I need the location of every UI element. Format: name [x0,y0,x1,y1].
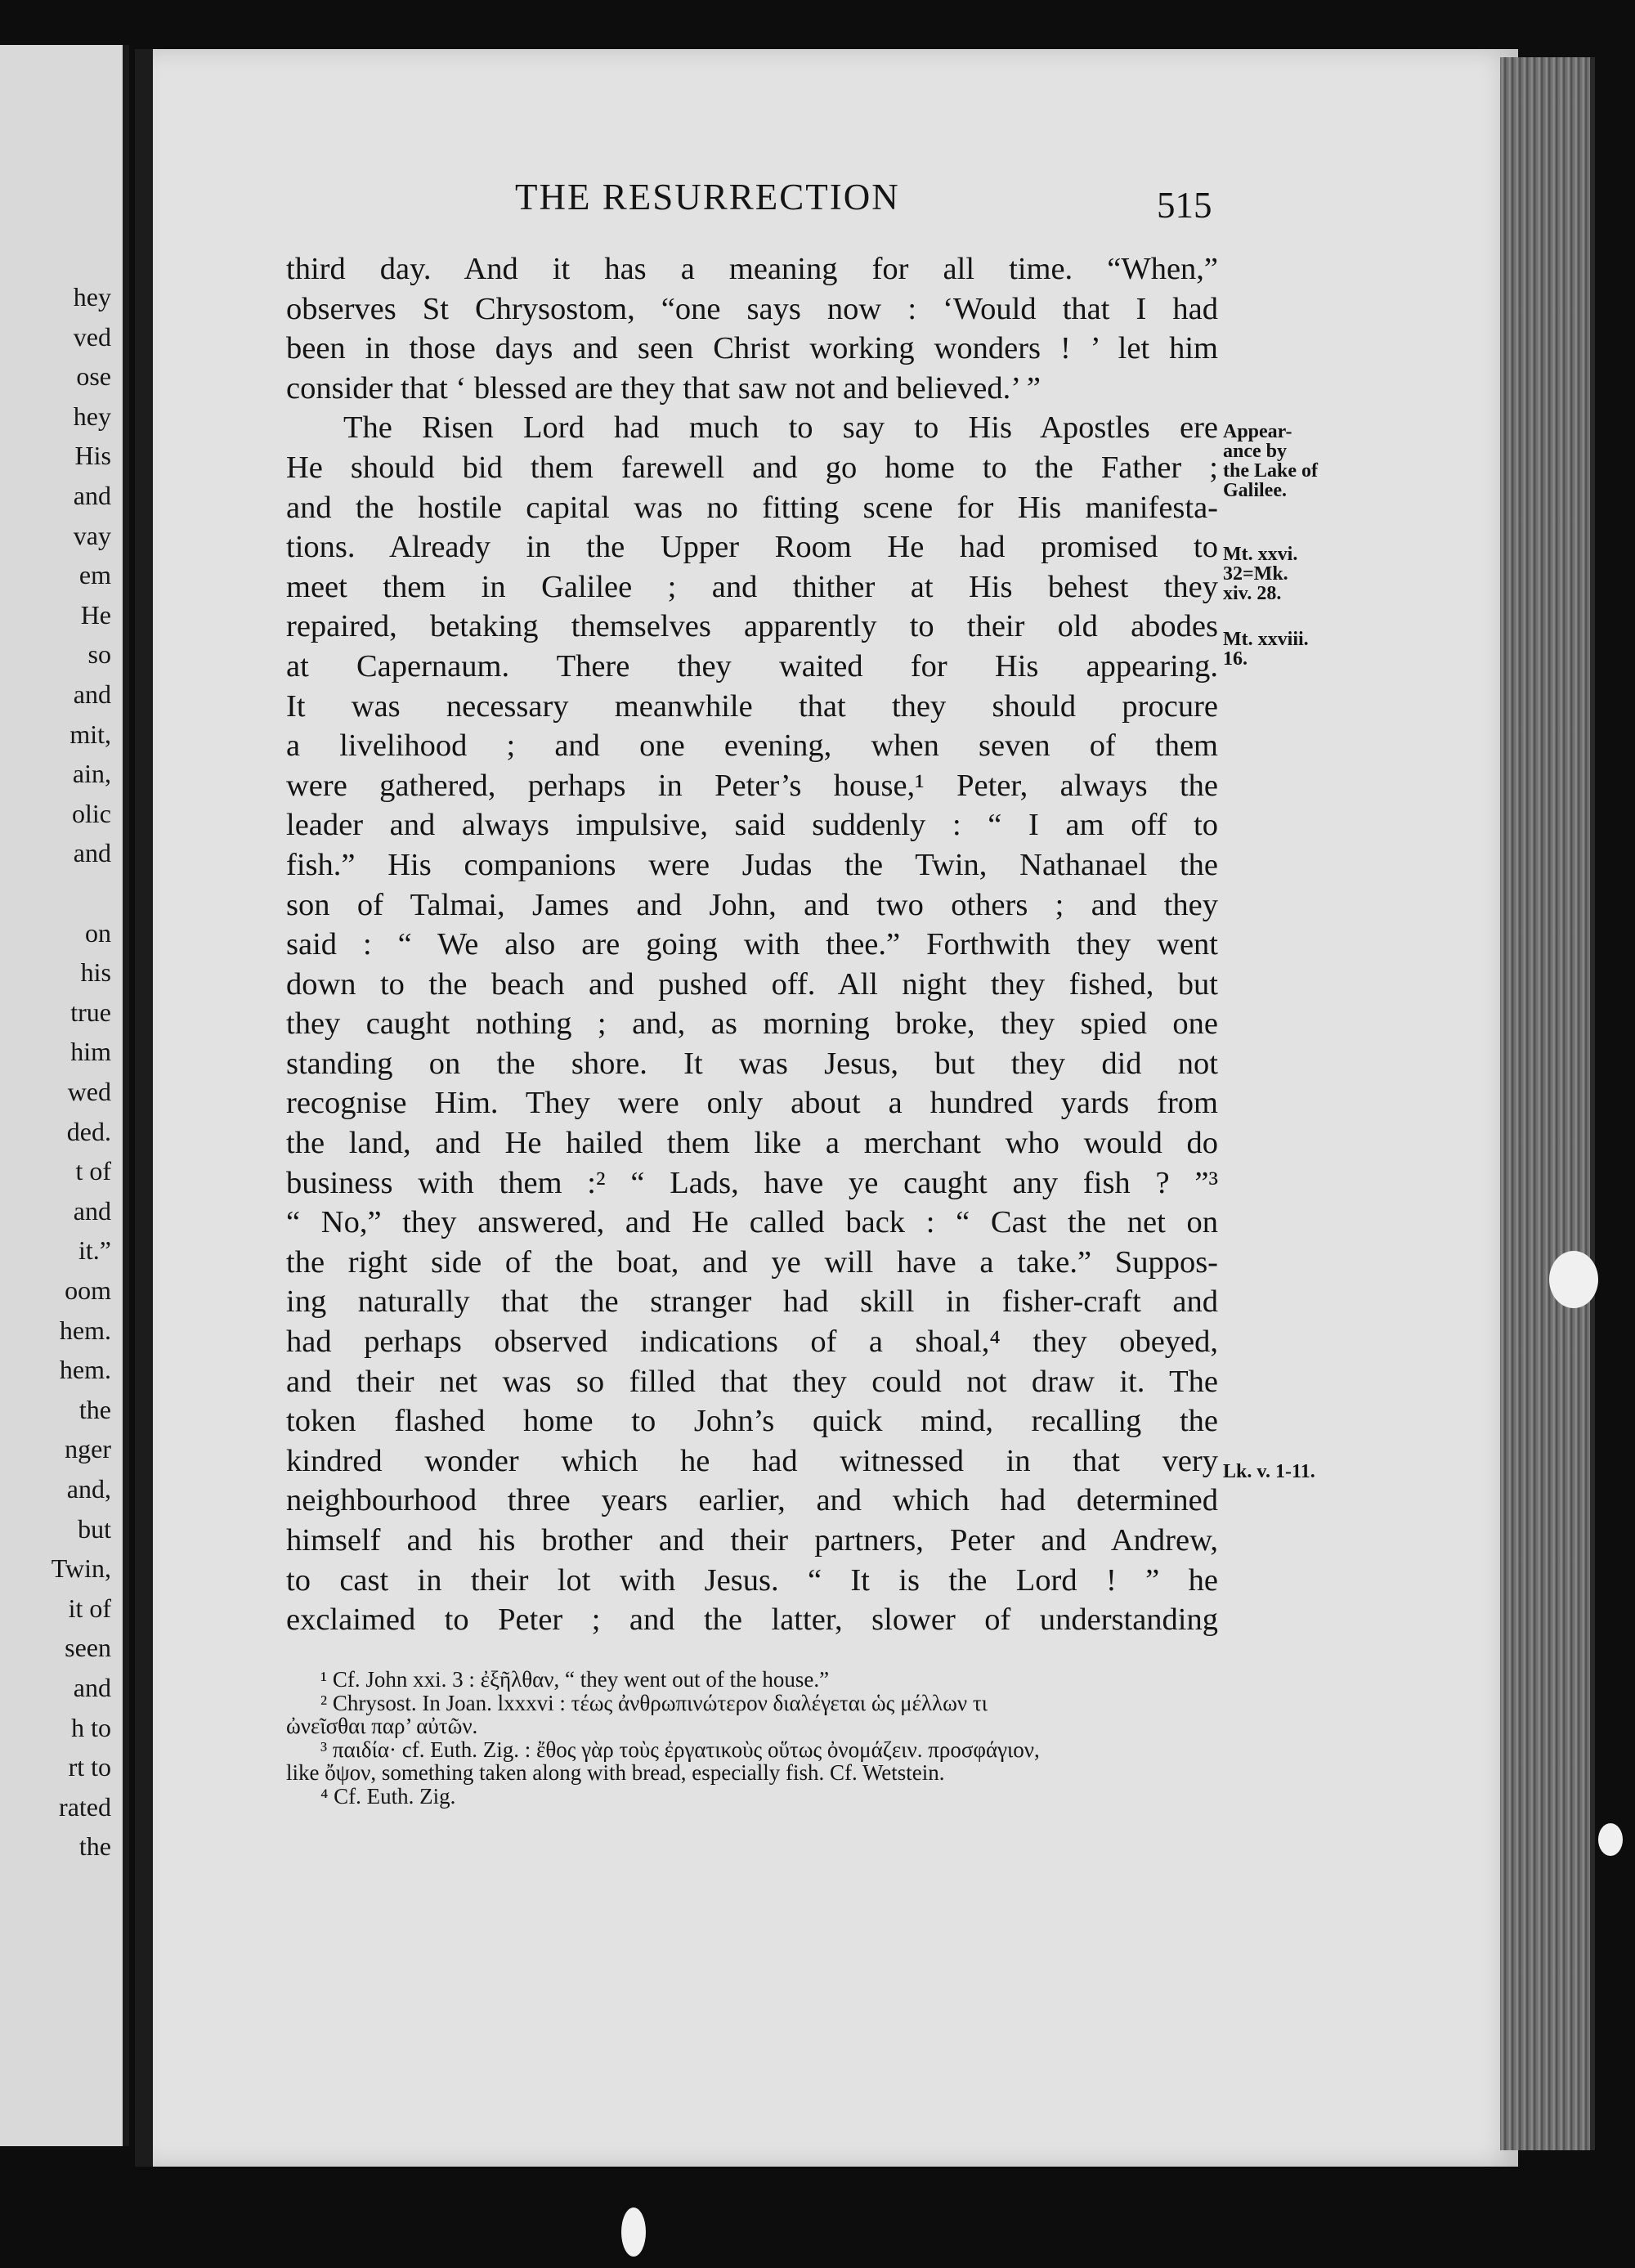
facing-page-fragment: and [73,838,111,868]
body-text [286,249,1218,1640]
facing-page-fragment: and, [66,1474,111,1504]
side-note-lk-v: Lk. v. 1-11. [1223,1461,1315,1482]
body-line: and the hostile capital was no fitting scene for His manifesta- [286,490,1218,525]
body-line: a livelihood ; and one evening, when seven of them [286,728,1218,764]
page-number: 515 [1157,185,1212,226]
facing-page-fragment: on [85,917,111,948]
body-line: standing on the shore. It was Jesus, but they did not [286,1046,1218,1081]
facing-page-fragment: His [74,441,111,471]
facing-page-fragment: vay [73,520,111,550]
facing-page-fragment: the [78,1831,111,1862]
scan-blemish [621,2207,646,2257]
footnote-line: ¹ Cf. John xxi. 3 : ἐξῆλθαν, “ they went out of the house.” [320,1667,830,1692]
facing-page-fragment: him [70,1037,111,1067]
body-line: the land, and He hailed them like a merchant who would do [286,1126,1218,1161]
body-line: to cast in their lot with Jesus. “ It is the Lord ! ” he [286,1562,1218,1598]
body-line: had perhaps observed indications of a shoal,⁴ they obeyed, [286,1324,1218,1360]
facing-page-fragment: and [73,1673,111,1702]
footnote-line: ² Chrysost. In Joan. lxxxvi : τέως ἀνθρωπινώτερον διαλέγεται ὡς μέλλων τι [320,1690,988,1715]
body-line: leader and always impulsive, said suddenly : “ I am off to [286,808,1218,843]
body-line: kindred wonder which he had witnessed in that very [286,1443,1218,1478]
body-line: recognise Him. They were only about a hundred yards from [286,1086,1218,1121]
body-line: at Capernaum. There they waited for His appearing. [286,648,1218,684]
facing-page-fragment: He [80,599,111,630]
facing-page-fragment: wed [67,1077,111,1106]
side-note-mt-xxviii: Mt. xxviii. 16. [1223,629,1309,670]
facing-page-fragment: oom [65,1275,111,1305]
side-note-mt-xxvi: Mt. xxvi. 32=Mk. xiv. 28. [1223,544,1298,604]
facing-page-fragment: h to [71,1712,111,1742]
facing-page-fragment: hem. [59,1355,111,1385]
footnote-line: like ὄψον, something taken along with bread, especially fish. Cf. Wetstein. [286,1760,945,1785]
body-line: fish.” His companions were Judas the Twin, Nathanael the [286,847,1218,882]
body-line: observes St Chrysostom, “one says now : ‘Would that I had [286,291,1218,326]
footnote-line: ὠνεῖσθαι παρ’ αὐτῶν. [286,1714,478,1738]
facing-page-fragment: ose [76,361,111,392]
body-line: son of Talmai, James and John, and two others ; and they [286,887,1218,922]
body-line: “ No,” they answered, and He called back : “ Cast the net on [286,1205,1218,1240]
facing-page-fragment: nger [65,1434,111,1464]
body-line: were gathered, perhaps in Peter’s house,¹ Peter, always the [286,768,1218,803]
body-line: It was necessary meanwhile that they should procure [286,688,1218,724]
facing-page-fragment: true [70,997,111,1027]
facing-page-fragment: so [87,639,111,670]
body-line: neighbourhood three years earlier, and which had determined [286,1483,1218,1518]
facing-page-fragment: rt to [68,1752,111,1782]
body-line: token flashed home to John’s quick mind, recalling the [286,1404,1218,1439]
facing-page-fragment: em [78,560,111,590]
facing-page-fragment: hey [73,401,111,431]
facing-page-sliver [0,45,129,2146]
footnotes [286,1668,1218,1808]
facing-page-fragment: ain, [72,759,111,789]
footnote-line: ³ παιδία· cf. Euth. Zig. : ἔθος γὰρ τοὺς ἐργατικοὺς οὕτως ὀνομάζειν. προσφάγιον, [320,1737,1040,1762]
running-head: THE RESURRECTION [515,177,900,217]
facing-page-fragment: the [78,1394,111,1424]
body-line: exclaimed to Peter ; and the latter, slower of understanding [286,1602,1218,1638]
body-line: business with them :² “ Lads, have ye caught any fish ? ”³ [286,1165,1218,1200]
facing-page-fragment: rated [59,1791,111,1822]
body-line: consider that ‘ blessed are they that saw not and believed.’ ” [286,370,1041,406]
facing-page-fragment: it of [68,1593,111,1623]
body-line: repaired, betaking themselves apparently to their old abodes [286,609,1218,644]
body-line: they caught nothing ; and, as morning broke, they spied one [286,1006,1218,1042]
facing-page-fragment: hey [73,282,111,312]
scan-blemish [1549,1251,1598,1308]
body-line: meet them in Galilee ; and thither at His behest they [286,569,1218,604]
facing-page-fragment: olic [72,798,111,828]
body-line: He should bid them farewell and go home to the Father ; [286,450,1218,485]
body-line: down to the beach and pushed off. All night they fished, but [286,966,1218,1002]
body-line: been in those days and seen Christ working wonders ! ’ let him [286,331,1218,366]
body-line: third day. And it has a meaning for all time. “When,” [286,252,1218,286]
facing-page-fragment: and [73,1195,111,1226]
footnote-line: ⁴ Cf. Euth. Zig. [320,1783,456,1809]
facing-page-fragment: and [73,481,111,510]
facing-page-fragment: it.” [78,1235,111,1266]
facing-page-fragment: ded. [66,1116,111,1146]
body-line: tions. Already in the Upper Room He had promised to [286,530,1218,565]
side-note-appearance: Appear- ance by the Lake of Galilee. [1223,421,1318,501]
body-line: ing naturally that the stranger had skill in fisher-craft and [286,1284,1218,1320]
facing-page-fragment: and [73,679,111,709]
facing-page-fragment: t of [75,1156,111,1186]
facing-page-fragment: Twin, [51,1553,111,1584]
facing-page-fragment: hem. [59,1315,111,1345]
facing-page-fragment: mit, [69,719,111,749]
body-line: and their net was so filled that they could not draw it. The [286,1364,1218,1399]
body-line: himself and his brother and their partners, Peter and Andrew, [286,1523,1218,1558]
body-line: The Risen Lord had much to say to His Apostles ere [343,410,1218,446]
facing-page-fragment: ved [73,321,111,352]
facing-page-fragment: his [80,957,111,988]
book-fore-edge [1500,57,1595,2150]
facing-page-fragment: but [78,1513,111,1544]
facing-page-fragment: seen [65,1633,111,1663]
body-line: the right side of the boat, and ye will have a take.” Suppos- [286,1244,1218,1280]
scan-blemish [1598,1823,1623,1856]
body-line: said : “ We also are going with thee.” Forthwith they went [286,927,1218,962]
